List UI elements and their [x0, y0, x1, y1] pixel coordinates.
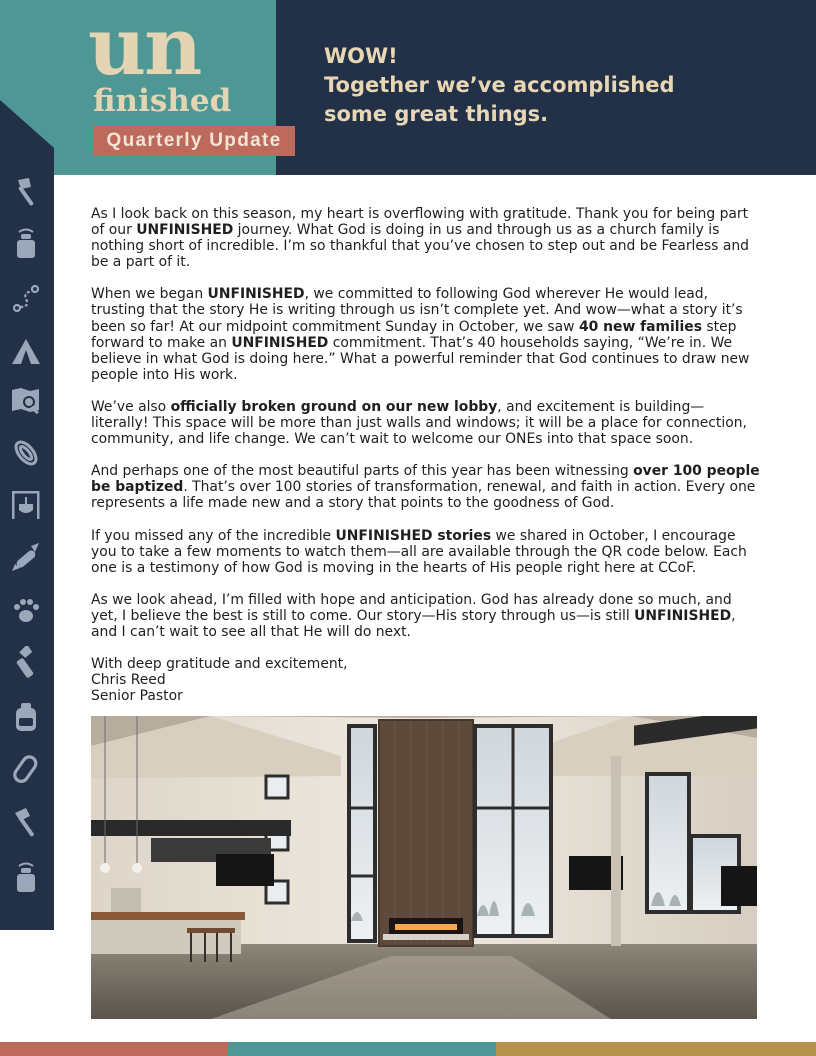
letter-paragraph-3 [91, 399, 761, 447]
lobby-interior-illustration [91, 716, 757, 1019]
letter-body [91, 206, 761, 704]
headline [324, 42, 794, 129]
quarterly-update-badge: Quarterly Update [93, 126, 295, 156]
lantern-icon [9, 228, 43, 262]
text-run: , we committed to following God wherever He would lead, trusting that the story He is writing through us isn’t complete yet. And wow—what a story it’s been so far! At our midpoint commitment Sunday in October, we saw [91, 286, 743, 335]
axe-icon [9, 806, 43, 840]
text-run: , and excitement is building—literally! This space will be more than just walls and windows; it will be a place for connection, community, and life change. We can’t wait to welcome our ONEs into that space soon. [91, 398, 747, 448]
letter-paragraph-4 [91, 463, 761, 511]
map-magnifier-icon [9, 384, 43, 418]
text-run: , and I can’t wait to see all that He will do next. [91, 607, 736, 640]
flashlight-icon [9, 646, 43, 680]
bold-run: officially broken ground on our new lobby [170, 398, 498, 415]
text-run: step forward to make an [91, 318, 737, 351]
text-run: we shared in October, I encourage you to take a few moments to watch them—all are available through the QR code below. Each one is a testimony of how God is moving in the hearts of His people right here at CCoF. [91, 527, 747, 576]
bold-run: UNFINISHED [634, 607, 732, 624]
letter-paragraph-2 [91, 286, 761, 383]
headline-line-3: some great things. [324, 102, 549, 126]
logo-un: un [88, 0, 201, 93]
text-run: journey. What God is doing in us and through us as a church family is nothing short of incredible. I’m so thankful that you’ve chosen to step out and be Fearless and be a part of it. [91, 222, 749, 271]
bold-run: UNFINISHED [207, 286, 305, 303]
signer-name: Chris Reed [91, 672, 166, 689]
bold-run: over 100 people be baptized [91, 463, 760, 496]
text-run: commitment. That’s 40 households saying, “We’re in. We believe in what God is doing here.” What a powerful reminder that God continues to draw new people into His work. [91, 334, 750, 383]
paw-print-icon [9, 594, 43, 628]
text-run: As I look back on this season, my heart is overflowing with gratitude. Thank you for being part of our [91, 206, 749, 239]
text-run: If you missed any of the incredible [91, 527, 336, 544]
bold-run: UNFINISHED stories [335, 527, 492, 544]
footer-bar-terracotta [0, 1042, 228, 1056]
campfire-icon [9, 488, 43, 522]
text-run: As we look ahead, I’m filled with hope and anticipation. God has already done so much, and yet, I believe the best is still to come. Our story—His story through us—is still [91, 591, 732, 624]
headline-line-1: WOW! [324, 44, 398, 68]
lantern-icon [9, 862, 43, 896]
rope-icon [9, 436, 43, 470]
hatchet-icon [9, 176, 43, 210]
footer-bar-teal [228, 1042, 496, 1056]
pocket-knife-icon [9, 540, 43, 574]
text-run: When we began [91, 286, 208, 303]
carabiner-icon [9, 752, 43, 786]
letter-paragraph-6 [91, 592, 761, 640]
lobby-interior-photo [91, 716, 757, 1019]
text-run: . That’s over 100 stories of transformation, renewal, and faith in action. Every one represents a life made new and a story that points to the goodness of God. [91, 479, 756, 512]
text-run: And perhaps one of the most beautiful parts of this year has been witnessing [91, 463, 634, 480]
closing-line: With deep gratitude and excitement, [91, 656, 348, 673]
footer-bar-gold [496, 1042, 816, 1056]
bold-run: UNFINISHED [231, 334, 329, 351]
backpack-icon [9, 700, 43, 734]
text-run: We’ve also [91, 398, 171, 415]
trail-map-icon [9, 282, 43, 316]
signer-title: Senior Pastor [91, 688, 183, 705]
bold-run: UNFINISHED [136, 222, 234, 239]
letter-paragraph-5 [91, 528, 761, 576]
signature-block [91, 656, 761, 704]
logo-finished: finished [93, 83, 232, 119]
letter-paragraph-1 [91, 206, 761, 270]
bold-run: 40 new families [578, 318, 702, 335]
tent-icon [9, 334, 43, 368]
headline-line-2: Together we’ve accomplished [324, 73, 675, 97]
